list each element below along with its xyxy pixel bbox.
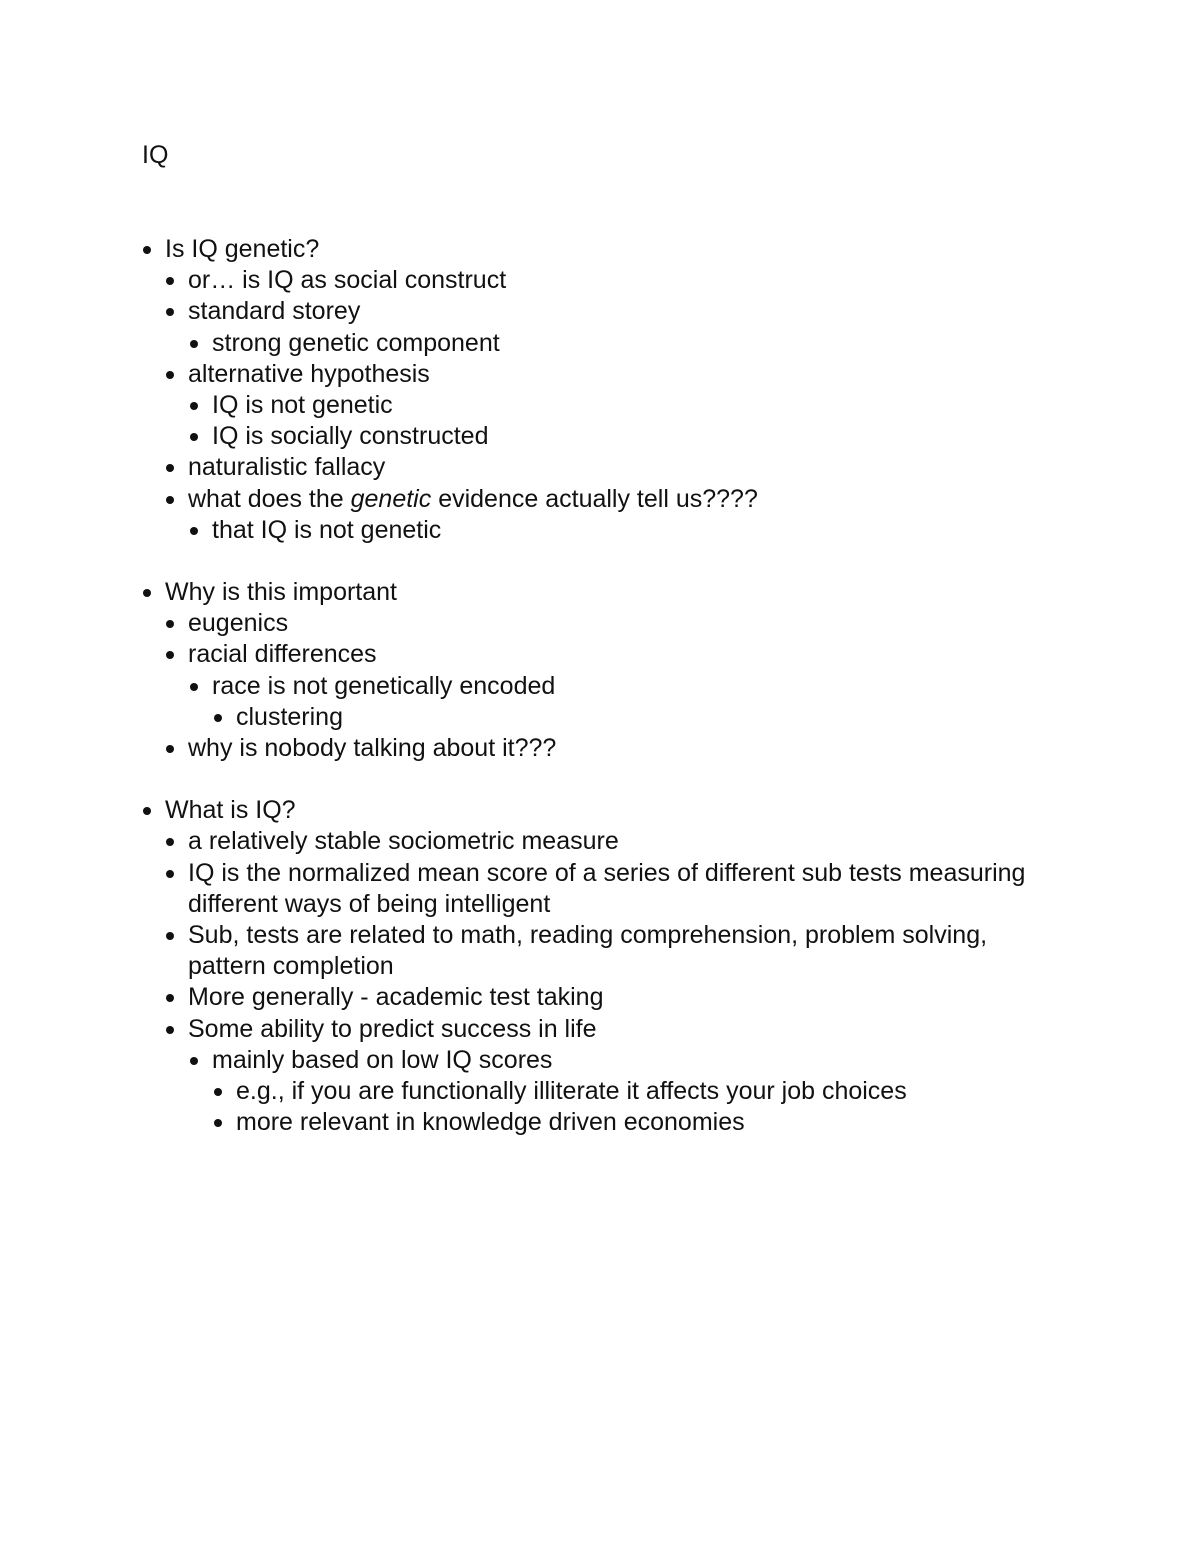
list-item	[165, 733, 1042, 764]
list-item-text: IQ is the normalized mean score of a series of different sub tests measuring different ways of being intelligent	[188, 858, 1026, 918]
list-item-text: IQ is socially constructed	[212, 422, 489, 451]
bullet-icon	[166, 651, 174, 659]
list-item	[142, 234, 1042, 265]
outline-section	[142, 795, 1042, 1138]
list-item	[165, 296, 1042, 327]
bullet-icon	[190, 527, 198, 535]
bullet-icon	[143, 246, 151, 254]
list-item	[189, 390, 1042, 421]
list-item-text: IQ is not genetic	[212, 391, 393, 420]
list-item	[165, 920, 1042, 982]
list-item	[165, 359, 1042, 390]
bullet-icon	[166, 994, 174, 1002]
list-item-text: Is IQ genetic?	[165, 235, 320, 263]
bullet-icon	[166, 620, 174, 628]
list-item	[213, 1076, 1042, 1107]
bullet-icon	[190, 340, 198, 348]
bullet-icon	[214, 1119, 222, 1127]
bullet-icon	[190, 683, 198, 691]
list-item	[189, 328, 1042, 359]
list-item	[189, 1045, 1042, 1076]
bullet-icon	[166, 277, 174, 285]
list-item-text: or… is IQ as social construct	[188, 266, 507, 295]
list-item	[142, 795, 1042, 826]
list-item-text: more relevant in knowledge driven economies	[236, 1108, 745, 1137]
list-item-text: a relatively stable sociometric measure	[188, 827, 619, 856]
list-item-text: Sub, tests are related to math, reading comprehension, problem solving, pattern completion	[188, 921, 988, 981]
list-item-text: alternative hypothesis	[188, 359, 430, 388]
bullet-outline	[142, 234, 1042, 1169]
bullet-icon	[166, 932, 174, 940]
list-item	[142, 577, 1042, 608]
bullet-icon	[166, 745, 174, 753]
list-item	[165, 858, 1042, 920]
list-item-text: Some ability to predict success in life	[188, 1014, 597, 1043]
list-item-text: eugenics	[188, 609, 289, 638]
bullet-icon	[166, 464, 174, 472]
list-item	[165, 639, 1042, 670]
list-item-text: strong genetic component	[212, 328, 500, 357]
list-item-text: what does the genetic evidence actually tell us????	[188, 484, 758, 513]
list-item	[165, 826, 1042, 857]
list-item	[165, 1014, 1042, 1045]
bullet-icon	[166, 496, 174, 504]
list-item	[165, 484, 1042, 515]
list-item-text: racial differences	[188, 640, 377, 669]
bullet-icon	[166, 308, 174, 316]
bullet-icon	[214, 1088, 222, 1096]
list-item-text: naturalistic fallacy	[188, 453, 386, 482]
list-item	[213, 1107, 1042, 1138]
list-item-text: Why is this important	[165, 578, 398, 607]
list-item-text: mainly based on low IQ scores	[212, 1045, 553, 1074]
list-item	[165, 982, 1042, 1013]
list-item-text: why is nobody talking about it???	[188, 734, 557, 763]
list-item-text: that IQ is not genetic	[212, 515, 442, 544]
list-item-text: e.g., if you are functionally illiterate it affects your job choices	[236, 1077, 907, 1106]
list-item	[189, 515, 1042, 546]
list-item-text: clustering	[236, 702, 343, 731]
list-item	[165, 265, 1042, 296]
list-item	[189, 671, 1042, 702]
list-item-text: More generally - academic test taking	[188, 983, 604, 1012]
bullet-icon	[166, 371, 174, 379]
list-item	[165, 608, 1042, 639]
outline-section	[142, 577, 1042, 764]
bullet-icon	[190, 1057, 198, 1065]
bullet-icon	[190, 433, 198, 441]
list-item	[213, 702, 1042, 733]
outline-section	[142, 234, 1042, 546]
bullet-icon	[166, 870, 174, 878]
bullet-icon	[214, 714, 222, 722]
bullet-icon	[166, 838, 174, 846]
list-item-text: What is IQ?	[165, 796, 296, 825]
list-item	[165, 452, 1042, 483]
list-item-text: race is not genetically encoded	[212, 671, 556, 700]
bullet-icon	[190, 402, 198, 410]
document-title: IQ	[142, 141, 169, 169]
bullet-icon	[143, 807, 151, 815]
list-item	[189, 421, 1042, 452]
bullet-icon	[166, 1026, 174, 1034]
list-item-text: standard storey	[188, 297, 361, 326]
bullet-icon	[143, 589, 151, 597]
